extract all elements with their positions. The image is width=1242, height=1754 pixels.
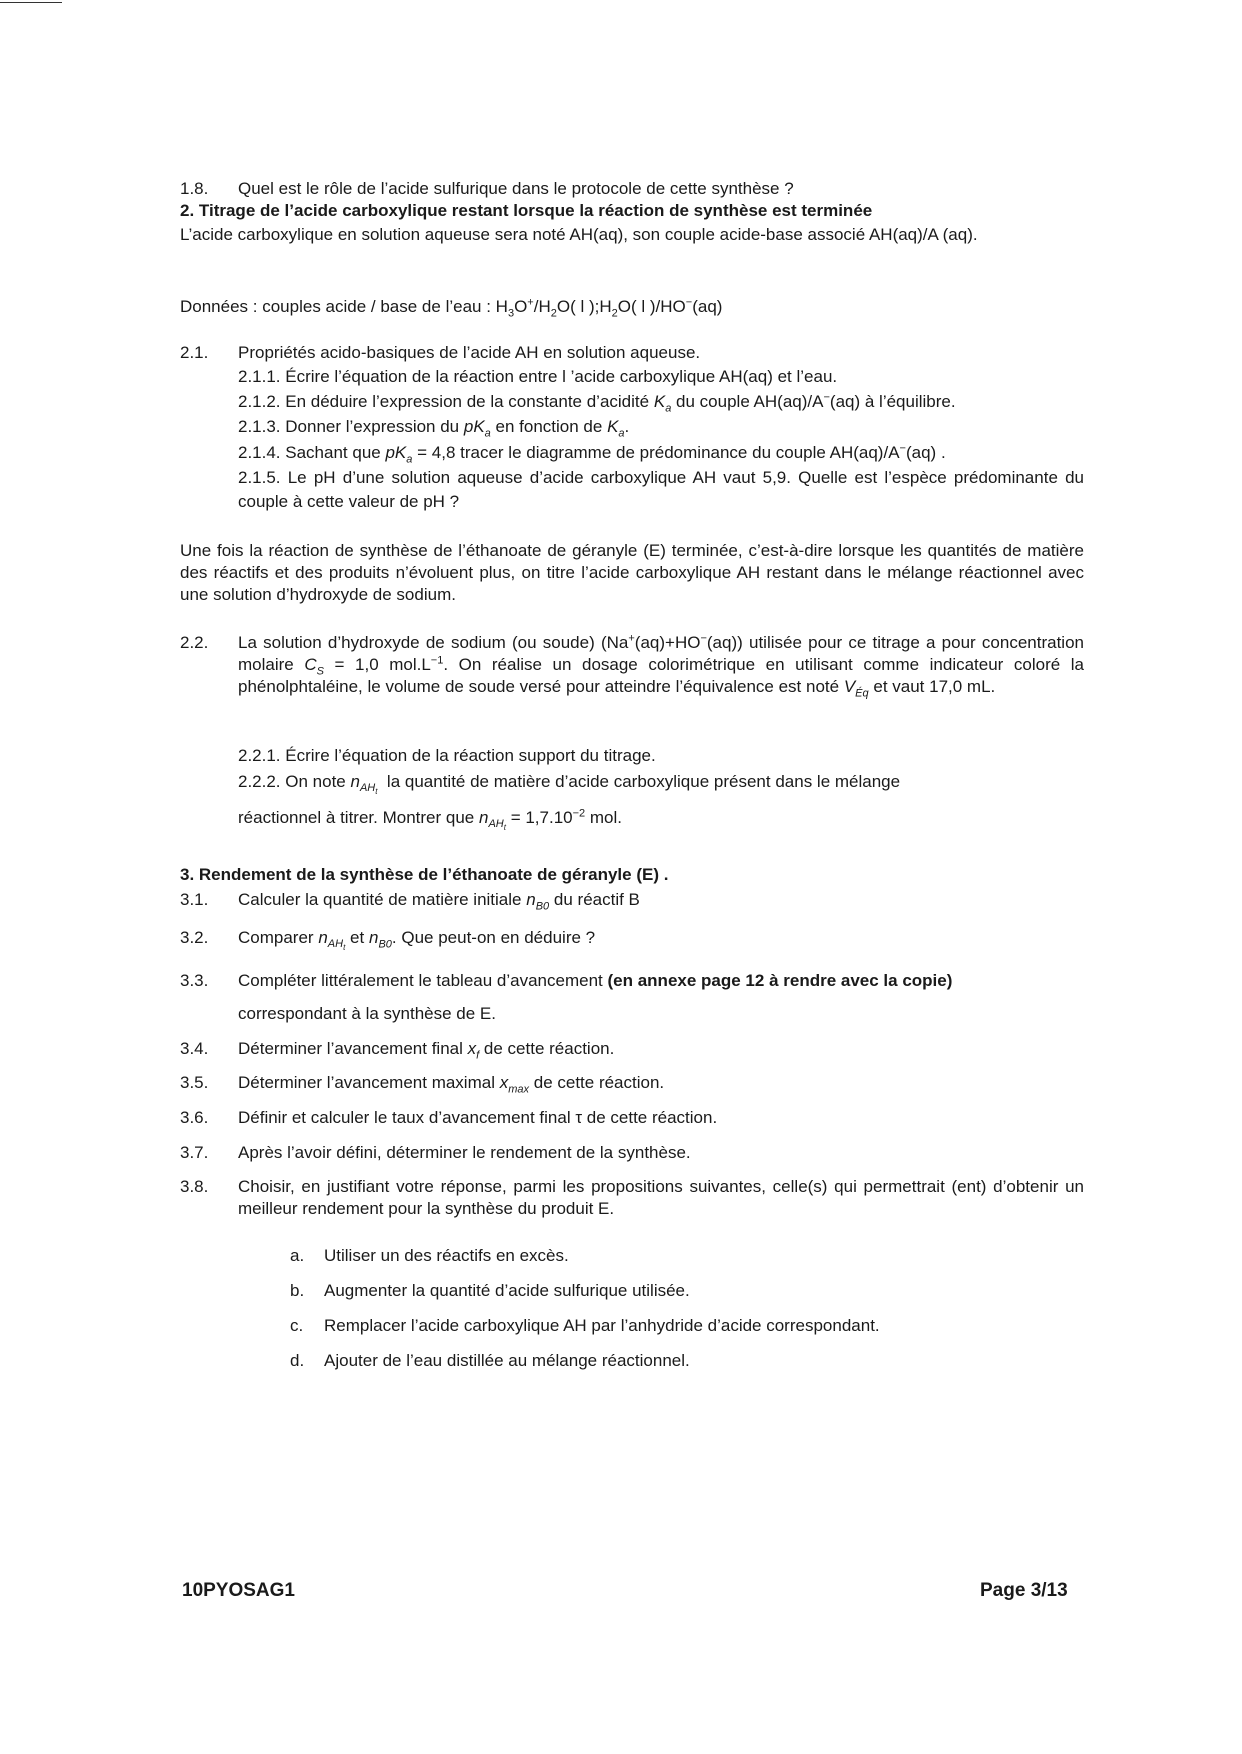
q2-1-5: 2.1.5. Le pH d’une solution aqueuse d’acide carboxylique AH vaut 5,9. Quelle est l’espèce prédominante du couple à cette valeur de pH ? [238,468,1084,511]
q3-7-number: 3.7. [180,1143,209,1162]
q2-1-4: 2.1.4. Sachant que $pK_a = 4,8$ tracer le diagramme de prédominance du couple AH(aq)/A−(aq) . [238,442,946,466]
q2-1-3: 2.1.3. Donner l’expression du $pK_a$ en fonction de $K_a$. [238,417,630,440]
section-2-intro: L’acide carboxylique en solution aqueuse sera noté AH(aq), son couple acide-base associé AH(aq)/A (aq). [180,225,978,244]
q3-1-number: 3.1. [180,890,209,909]
q2-1-1: 2.1.1. Écrire l’équation de la réaction entre l ’acide carboxylique AH(aq) et l’eau. [238,367,838,386]
q2-1-text: Propriétés acido-basiques de l’acide AH en solution aqueuse. [238,343,701,362]
page-number: Page 3/13 [980,1580,1068,1601]
scan-mark [0,2,62,3]
q3-7-text: Après l’avoir défini, déterminer le rendement de la synthèse. [238,1143,691,1162]
q3-1-text: Calculer la quantité de matière initiale $n_{B0}$ du réactif B [238,890,640,913]
option-d-letter: d. [290,1351,305,1370]
q2-1-number: 2.1. [180,343,209,362]
q1-8-text: Quel est le rôle de l’acide sulfurique dans le protocole de cette synthèse ? [238,179,794,198]
q3-5-number: 3.5. [180,1073,209,1092]
section-3-title: 3. Rendement de la synthèse de l’éthanoate de géranyle (E) . [180,865,669,884]
document-code: 10PYOSAG1 [182,1580,295,1601]
q2-2-1: 2.2.1. Écrire l’équation de la réaction support du titrage. [238,746,656,765]
q3-3-number: 3.3. [180,971,209,990]
option-d-text: Ajouter de l’eau distillée au mélange réactionnel. [324,1351,690,1370]
q1-8-number: 1.8. [180,179,209,198]
context-paragraph: Une fois la réaction de synthèse de l’éthanoate de géranyle (E) terminée, c’est-à-dire lorsque les quantités de matière des réactifs et des produits n’évoluent plus, on titre l’acide carboxylique AH restant dans le mélange réactionnel avec une solution d’hydroxyde de sodium. [180,541,1084,604]
q3-4-text: Déterminer l’avancement final $x_f$ de cette réaction. [238,1039,615,1062]
donnees-line: Données : couples acide / base de l’eau : $H_3O^+/H_2O$( l )$;H_2O$( l )/HO−(aq) [180,296,723,320]
option-c-letter: c. [290,1316,304,1335]
q3-8-text: Choisir, en justifiant votre réponse, parmi les propositions suivantes, celle(s) qui permettrait (ent) d’obtenir un meilleur rendement pour la synthèse du produit E. [238,1177,1084,1218]
donnees-label: Données : couples acide / base de l’eau : [180,297,491,316]
q3-6-text: Définir et calculer le taux d’avancement final τ de cette réaction. [238,1108,718,1127]
q3-4-number: 3.4. [180,1039,209,1058]
option-a-text: Utiliser un des réactifs en excès. [324,1246,569,1265]
q3-2-number: 3.2. [180,928,209,947]
q3-3-text: Compléter littéralement le tableau d’avancement (en annexe page 12 à rendre avec la copie) [238,971,953,990]
q2-2-text: La solution d’hydroxyde de sodium (ou soude) (Na+(aq)+HO−(aq)) utilisée pour ce titrage a pour concentration molaire $C_S = 1,0$ $mol.L^{-1}$. On réalise un dosage colorimétrique en utilisant comme indicateur coloré la phénolphtaléine, le volume de soude versé pour atteindre l’équivalence est noté $V_{Éq}$ et vaut 17,0 mL. [238,632,1085,700]
q2-1-2: 2.1.2. En déduire l’expression de la constante d’acidité $K_a$ du couple AH(aq)/A−(aq) à l’équilibre. [238,391,956,415]
option-c-text: Remplacer l’acide carboxylique AH par l’anhydride d’acide correspondant. [324,1316,880,1335]
option-b-letter: b. [290,1281,305,1300]
q3-8-number: 3.8. [180,1177,209,1196]
q3-6-number: 3.6. [180,1108,209,1127]
q3-3-continuation: correspondant à la synthèse de E. [238,1004,496,1023]
q2-2-number: 2.2. [180,633,209,652]
q2-2-2-line2: réactionnel à titrer. Montrer que $n_{AH_t} = 1,7.10^{-2}$ mol. [238,807,623,833]
section-2-title: 2. Titrage de l’acide carboxylique restant lorsque la réaction de synthèse est terminée [180,201,873,220]
q2-2-2-line1: 2.2.2. On note $n_{AH_t}$ la quantité de matière d’acide carboxylique présent dans le mélange [238,772,901,797]
option-a-letter: a. [290,1246,305,1265]
option-b-text: Augmenter la quantité d’acide sulfurique utilisée. [324,1281,690,1300]
q3-5-text: Déterminer l’avancement maximal $x_{max}$ de cette réaction. [238,1073,665,1096]
q3-2-text: Comparer $n_{AH_t}$ et $n_{B0}$. Que peut-on en déduire ? [238,928,596,953]
